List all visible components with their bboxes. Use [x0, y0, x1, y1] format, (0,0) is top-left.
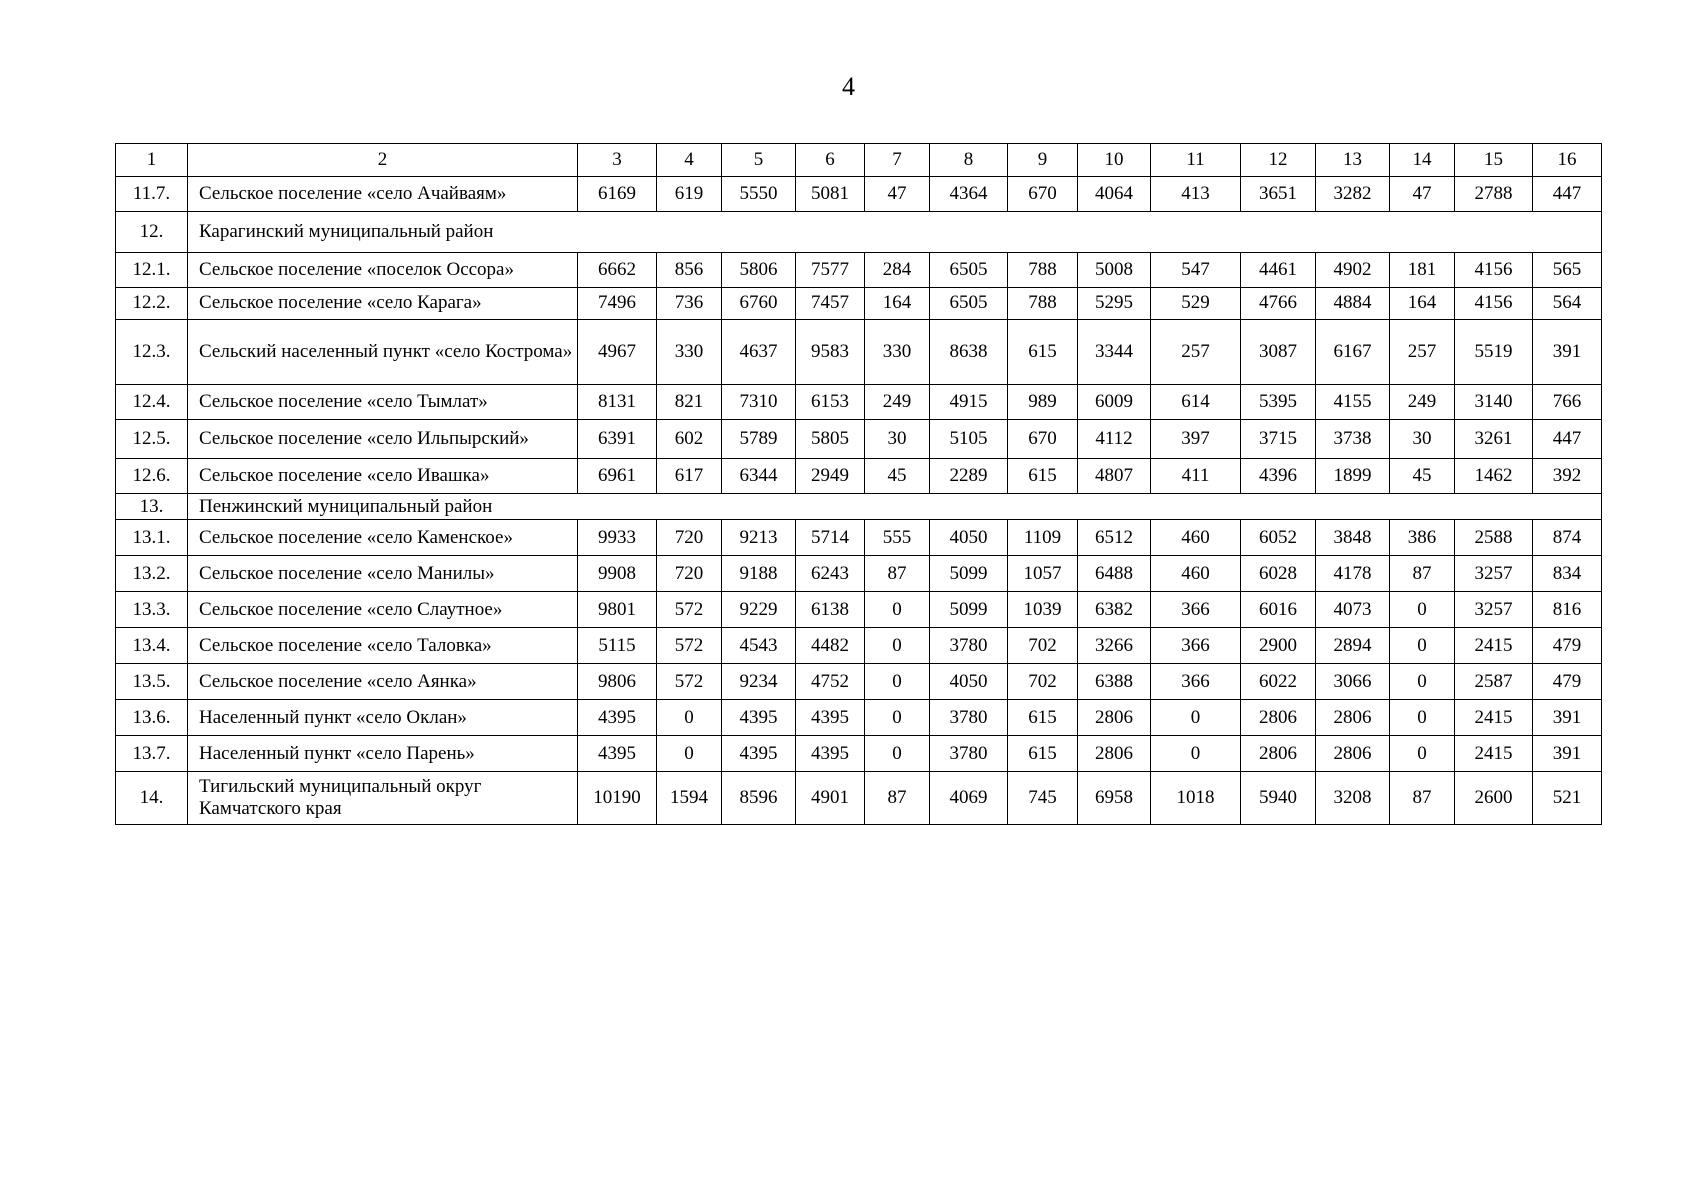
- value-cell: 529: [1151, 288, 1241, 320]
- value-cell: 249: [1390, 385, 1455, 420]
- value-cell: 3140: [1455, 385, 1533, 420]
- value-cell: 2949: [796, 459, 865, 494]
- settlement-name: Сельское поселение «село Аянка»: [188, 664, 578, 700]
- value-cell: 3208: [1316, 772, 1390, 824]
- row-number: 12.1.: [116, 253, 188, 288]
- value-cell: 47: [865, 177, 930, 212]
- value-cell: 617: [657, 459, 722, 494]
- value-cell: 447: [1533, 420, 1602, 459]
- value-cell: 6153: [796, 385, 865, 420]
- value-cell: 5805: [796, 420, 865, 459]
- value-cell: 0: [1390, 736, 1455, 772]
- value-cell: 565: [1533, 253, 1602, 288]
- value-cell: 6512: [1078, 520, 1151, 556]
- value-cell: 5295: [1078, 288, 1151, 320]
- value-cell: 6760: [722, 288, 796, 320]
- value-cell: 736: [657, 288, 722, 320]
- value-cell: 615: [1008, 700, 1078, 736]
- value-cell: 330: [865, 319, 930, 384]
- value-cell: 1057: [1008, 556, 1078, 592]
- value-cell: 619: [657, 177, 722, 212]
- value-cell: 4395: [796, 700, 865, 736]
- value-cell: 821: [657, 385, 722, 420]
- value-cell: 4396: [1241, 459, 1316, 494]
- header-cell: 9: [1008, 144, 1078, 177]
- value-cell: 8638: [930, 319, 1008, 384]
- settlement-name: Сельское поселение «село Ильпырский»: [188, 420, 578, 459]
- value-cell: 413: [1151, 177, 1241, 212]
- settlement-name: Сельское поселение «село Манилы»: [188, 556, 578, 592]
- header-cell: 2: [188, 144, 578, 177]
- value-cell: 5008: [1078, 253, 1151, 288]
- section-row: [116, 211, 1602, 252]
- page-number: 4: [842, 72, 855, 101]
- value-cell: 87: [1390, 772, 1455, 824]
- value-cell: 447: [1533, 177, 1602, 212]
- table-row: [116, 319, 1602, 384]
- row-number: 13.1.: [116, 520, 188, 556]
- value-cell: 856: [657, 253, 722, 288]
- value-cell: 9229: [722, 592, 796, 628]
- settlement-name: Сельское поселение «село Слаутное»: [188, 592, 578, 628]
- header-cell: 6: [796, 144, 865, 177]
- value-cell: 788: [1008, 253, 1078, 288]
- value-cell: 5806: [722, 253, 796, 288]
- section-row: [116, 494, 1602, 520]
- row-number: 12.3.: [116, 319, 188, 384]
- value-cell: 7577: [796, 253, 865, 288]
- value-cell: 9213: [722, 520, 796, 556]
- value-cell: 4884: [1316, 288, 1390, 320]
- header-cell: 11: [1151, 144, 1241, 177]
- value-cell: 5105: [930, 420, 1008, 459]
- value-cell: 670: [1008, 177, 1078, 212]
- row-number: 13.3.: [116, 592, 188, 628]
- value-cell: 1039: [1008, 592, 1078, 628]
- table-row: [116, 459, 1602, 494]
- settlement-name: Сельское поселение «село Таловка»: [188, 628, 578, 664]
- value-cell: 572: [657, 592, 722, 628]
- value-cell: 6958: [1078, 772, 1151, 824]
- value-cell: 6344: [722, 459, 796, 494]
- value-cell: 0: [865, 592, 930, 628]
- value-cell: 5789: [722, 420, 796, 459]
- value-cell: 766: [1533, 385, 1602, 420]
- table-row: [116, 664, 1602, 700]
- value-cell: 2806: [1078, 736, 1151, 772]
- value-cell: 1462: [1455, 459, 1533, 494]
- value-cell: 602: [657, 420, 722, 459]
- settlement-name: Сельское поселение «село Каменское»: [188, 520, 578, 556]
- value-cell: 3780: [930, 700, 1008, 736]
- value-cell: 0: [865, 628, 930, 664]
- value-cell: 0: [1151, 736, 1241, 772]
- value-cell: 2415: [1455, 736, 1533, 772]
- value-cell: 87: [865, 556, 930, 592]
- value-cell: 257: [1390, 319, 1455, 384]
- value-cell: 5081: [796, 177, 865, 212]
- value-cell: 6009: [1078, 385, 1151, 420]
- table-row: [116, 592, 1602, 628]
- value-cell: 0: [1390, 664, 1455, 700]
- value-cell: 1899: [1316, 459, 1390, 494]
- value-cell: 3261: [1455, 420, 1533, 459]
- settlement-name: Населенный пункт «село Оклан»: [188, 700, 578, 736]
- value-cell: 989: [1008, 385, 1078, 420]
- value-cell: 0: [1151, 700, 1241, 736]
- table-row: [116, 772, 1602, 824]
- value-cell: 2894: [1316, 628, 1390, 664]
- value-cell: 45: [1390, 459, 1455, 494]
- value-cell: 745: [1008, 772, 1078, 824]
- value-cell: 6167: [1316, 319, 1390, 384]
- value-cell: 249: [865, 385, 930, 420]
- settlement-name: Сельское поселение «село Ивашка»: [188, 459, 578, 494]
- value-cell: 564: [1533, 288, 1602, 320]
- table-row: [116, 556, 1602, 592]
- value-cell: 6488: [1078, 556, 1151, 592]
- value-cell: 164: [1390, 288, 1455, 320]
- value-cell: 30: [865, 420, 930, 459]
- row-number: 13.6.: [116, 700, 188, 736]
- value-cell: 7496: [578, 288, 657, 320]
- value-cell: 8131: [578, 385, 657, 420]
- value-cell: 547: [1151, 253, 1241, 288]
- value-cell: 6505: [930, 288, 1008, 320]
- row-number: 13.5.: [116, 664, 188, 700]
- value-cell: 702: [1008, 664, 1078, 700]
- value-cell: 460: [1151, 556, 1241, 592]
- value-cell: 4050: [930, 520, 1008, 556]
- value-cell: 4155: [1316, 385, 1390, 420]
- value-cell: 2806: [1316, 736, 1390, 772]
- value-cell: 284: [865, 253, 930, 288]
- value-cell: 4967: [578, 319, 657, 384]
- value-cell: 6243: [796, 556, 865, 592]
- value-cell: 2588: [1455, 520, 1533, 556]
- value-cell: 4766: [1241, 288, 1316, 320]
- value-cell: 720: [657, 520, 722, 556]
- value-cell: 391: [1533, 319, 1602, 384]
- value-cell: 4069: [930, 772, 1008, 824]
- header-cell: 8: [930, 144, 1008, 177]
- value-cell: 6016: [1241, 592, 1316, 628]
- value-cell: 8596: [722, 772, 796, 824]
- value-cell: 30: [1390, 420, 1455, 459]
- settlement-name: Сельское поселение «село Карага»: [188, 288, 578, 320]
- row-number: 12.2.: [116, 288, 188, 320]
- value-cell: 4395: [796, 736, 865, 772]
- settlement-name: Сельское поселение «село Тымлат»: [188, 385, 578, 420]
- table-row: [116, 520, 1602, 556]
- value-cell: 257: [1151, 319, 1241, 384]
- value-cell: 9806: [578, 664, 657, 700]
- row-number: 14.: [116, 772, 188, 824]
- value-cell: 874: [1533, 520, 1602, 556]
- value-cell: 0: [657, 700, 722, 736]
- value-cell: 6388: [1078, 664, 1151, 700]
- value-cell: 2806: [1241, 700, 1316, 736]
- value-cell: 5099: [930, 592, 1008, 628]
- value-cell: 1109: [1008, 520, 1078, 556]
- value-cell: 4901: [796, 772, 865, 824]
- settlement-name: Сельское поселение «село Ачайваям»: [188, 177, 578, 212]
- value-cell: 4064: [1078, 177, 1151, 212]
- header-cell: 3: [578, 144, 657, 177]
- value-cell: 397: [1151, 420, 1241, 459]
- value-cell: 3738: [1316, 420, 1390, 459]
- row-number: 13.2.: [116, 556, 188, 592]
- value-cell: 555: [865, 520, 930, 556]
- value-cell: 2415: [1455, 700, 1533, 736]
- value-cell: 614: [1151, 385, 1241, 420]
- value-cell: 366: [1151, 592, 1241, 628]
- value-cell: 2587: [1455, 664, 1533, 700]
- value-cell: 5519: [1455, 319, 1533, 384]
- section-number: 12.: [116, 211, 188, 252]
- value-cell: 6052: [1241, 520, 1316, 556]
- value-cell: 0: [1390, 628, 1455, 664]
- value-cell: 391: [1533, 736, 1602, 772]
- value-cell: 479: [1533, 628, 1602, 664]
- value-cell: 6382: [1078, 592, 1151, 628]
- value-cell: 4156: [1455, 288, 1533, 320]
- value-cell: 392: [1533, 459, 1602, 494]
- value-cell: 521: [1533, 772, 1602, 824]
- value-cell: 0: [865, 700, 930, 736]
- value-cell: 7310: [722, 385, 796, 420]
- value-cell: 3715: [1241, 420, 1316, 459]
- row-number: 12.5.: [116, 420, 188, 459]
- row-number: 13.7.: [116, 736, 188, 772]
- value-cell: 9234: [722, 664, 796, 700]
- value-cell: 4461: [1241, 253, 1316, 288]
- value-cell: 4543: [722, 628, 796, 664]
- value-cell: 9908: [578, 556, 657, 592]
- value-cell: 6028: [1241, 556, 1316, 592]
- section-title: Пенжинский муниципальный район: [188, 494, 1602, 520]
- value-cell: 4395: [578, 736, 657, 772]
- value-cell: 3780: [930, 736, 1008, 772]
- row-number: 13.4.: [116, 628, 188, 664]
- value-cell: 87: [1390, 556, 1455, 592]
- value-cell: 4902: [1316, 253, 1390, 288]
- value-cell: 2289: [930, 459, 1008, 494]
- value-cell: 479: [1533, 664, 1602, 700]
- settlement-name: Тигильский муниципальный округ Камчатского края: [188, 772, 578, 824]
- value-cell: 2900: [1241, 628, 1316, 664]
- value-cell: 411: [1151, 459, 1241, 494]
- header-row: [116, 144, 1602, 177]
- value-cell: 4395: [722, 736, 796, 772]
- header-cell: 1: [116, 144, 188, 177]
- value-cell: 6961: [578, 459, 657, 494]
- value-cell: 0: [865, 664, 930, 700]
- value-cell: 615: [1008, 736, 1078, 772]
- value-cell: 6505: [930, 253, 1008, 288]
- value-cell: 4807: [1078, 459, 1151, 494]
- value-cell: 391: [1533, 700, 1602, 736]
- value-cell: 4752: [796, 664, 865, 700]
- value-cell: 6022: [1241, 664, 1316, 700]
- value-cell: 4364: [930, 177, 1008, 212]
- table-row: [116, 700, 1602, 736]
- table-row: [116, 420, 1602, 459]
- value-cell: 1594: [657, 772, 722, 824]
- value-cell: 3066: [1316, 664, 1390, 700]
- header-cell: 14: [1390, 144, 1455, 177]
- value-cell: 3282: [1316, 177, 1390, 212]
- value-cell: 4915: [930, 385, 1008, 420]
- value-cell: 816: [1533, 592, 1602, 628]
- value-cell: 5940: [1241, 772, 1316, 824]
- settlement-name: Сельский населенный пункт «село Кострома»: [188, 319, 578, 384]
- value-cell: 3087: [1241, 319, 1316, 384]
- value-cell: 330: [657, 319, 722, 384]
- value-cell: 615: [1008, 459, 1078, 494]
- section-number: 13.: [116, 494, 188, 520]
- header-cell: 10: [1078, 144, 1151, 177]
- table-body: [116, 177, 1602, 825]
- value-cell: 3257: [1455, 556, 1533, 592]
- value-cell: 9583: [796, 319, 865, 384]
- value-cell: 9801: [578, 592, 657, 628]
- value-cell: 9188: [722, 556, 796, 592]
- value-cell: 2600: [1455, 772, 1533, 824]
- row-number: 11.7.: [116, 177, 188, 212]
- value-cell: 0: [1390, 700, 1455, 736]
- value-cell: 572: [657, 664, 722, 700]
- value-cell: 788: [1008, 288, 1078, 320]
- value-cell: 386: [1390, 520, 1455, 556]
- table-row: [116, 177, 1602, 212]
- value-cell: 2806: [1316, 700, 1390, 736]
- value-cell: 0: [1390, 592, 1455, 628]
- row-number: 12.4.: [116, 385, 188, 420]
- header-cell: 5: [722, 144, 796, 177]
- value-cell: 615: [1008, 319, 1078, 384]
- value-cell: 3651: [1241, 177, 1316, 212]
- data-table: [115, 143, 1602, 825]
- value-cell: 47: [1390, 177, 1455, 212]
- value-cell: 4050: [930, 664, 1008, 700]
- value-cell: 2806: [1241, 736, 1316, 772]
- value-cell: 5115: [578, 628, 657, 664]
- value-cell: 87: [865, 772, 930, 824]
- value-cell: 6391: [578, 420, 657, 459]
- settlement-name: Сельское поселение «поселок Оссора»: [188, 253, 578, 288]
- value-cell: 4073: [1316, 592, 1390, 628]
- value-cell: 6169: [578, 177, 657, 212]
- value-cell: 4112: [1078, 420, 1151, 459]
- value-cell: 7457: [796, 288, 865, 320]
- value-cell: 0: [657, 736, 722, 772]
- value-cell: 702: [1008, 628, 1078, 664]
- header-cell: 7: [865, 144, 930, 177]
- value-cell: 1018: [1151, 772, 1241, 824]
- value-cell: 2806: [1078, 700, 1151, 736]
- value-cell: 9933: [578, 520, 657, 556]
- value-cell: 10190: [578, 772, 657, 824]
- value-cell: 2415: [1455, 628, 1533, 664]
- header-cell: 15: [1455, 144, 1533, 177]
- header-cell: 12: [1241, 144, 1316, 177]
- value-cell: 0: [865, 736, 930, 772]
- value-cell: 4482: [796, 628, 865, 664]
- value-cell: 4156: [1455, 253, 1533, 288]
- table-row: [116, 288, 1602, 320]
- value-cell: 720: [657, 556, 722, 592]
- value-cell: 5099: [930, 556, 1008, 592]
- table-row: [116, 253, 1602, 288]
- row-number: 12.6.: [116, 459, 188, 494]
- table-row: [116, 736, 1602, 772]
- value-cell: 3780: [930, 628, 1008, 664]
- value-cell: 3257: [1455, 592, 1533, 628]
- value-cell: 45: [865, 459, 930, 494]
- value-cell: 572: [657, 628, 722, 664]
- value-cell: 2788: [1455, 177, 1533, 212]
- value-cell: 366: [1151, 664, 1241, 700]
- value-cell: 670: [1008, 420, 1078, 459]
- table-row: [116, 385, 1602, 420]
- settlement-name: Населенный пункт «село Парень»: [188, 736, 578, 772]
- value-cell: 5714: [796, 520, 865, 556]
- section-title: Карагинский муниципальный район: [188, 211, 1602, 252]
- value-cell: 3344: [1078, 319, 1151, 384]
- header-cell: 4: [657, 144, 722, 177]
- value-cell: 164: [865, 288, 930, 320]
- value-cell: 4395: [578, 700, 657, 736]
- value-cell: 366: [1151, 628, 1241, 664]
- value-cell: 834: [1533, 556, 1602, 592]
- value-cell: 181: [1390, 253, 1455, 288]
- value-cell: 3266: [1078, 628, 1151, 664]
- value-cell: 4178: [1316, 556, 1390, 592]
- value-cell: 460: [1151, 520, 1241, 556]
- header-cell: 13: [1316, 144, 1390, 177]
- value-cell: 4395: [722, 700, 796, 736]
- table-row: [116, 628, 1602, 664]
- value-cell: 6662: [578, 253, 657, 288]
- value-cell: 6138: [796, 592, 865, 628]
- header-cell: 16: [1533, 144, 1602, 177]
- value-cell: 5550: [722, 177, 796, 212]
- value-cell: 3848: [1316, 520, 1390, 556]
- value-cell: 4637: [722, 319, 796, 384]
- value-cell: 5395: [1241, 385, 1316, 420]
